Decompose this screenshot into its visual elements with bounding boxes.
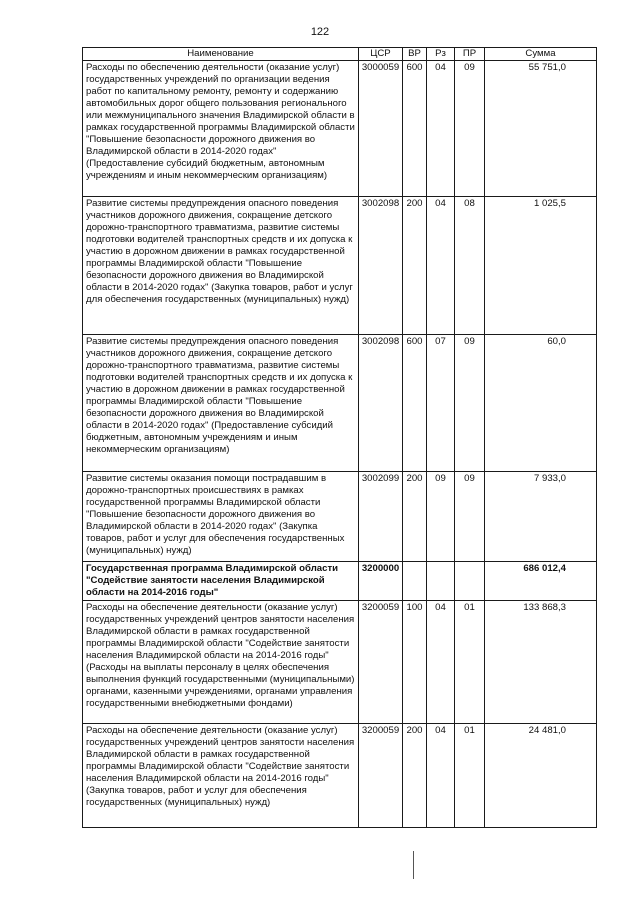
- table-row-program: [83, 562, 597, 601]
- row-name: Расходы на обеспечение деятельности (оказание услуг) государственных учреждений центров занятости населения Владимирской области в рамках государственной программы Владимирской области "Содействие занятости населения Владимирской области на 2014-2016 годы" (Закупка товаров, работ и услуг для обеспечения государственных (муниципальных) нужд): [83, 724, 359, 828]
- row-sum: 133 868,3: [485, 601, 597, 724]
- row-vr: 600: [403, 61, 427, 197]
- page-number: 122: [310, 26, 330, 38]
- header-name: Наименование: [83, 48, 359, 61]
- row-sum: 7 933,0: [485, 472, 597, 562]
- table-row: [83, 472, 597, 562]
- table-row: [83, 724, 597, 828]
- row-name: Развитие системы предупреждения опасного поведения участников дорожного движения, сокращение детского дорожно-транспортного травматизма, развитие системы подготовки водителей транспортных средств и их допуска к участию в дорожном движении в рамках государственной программы Владимирской области "Повышение безопасности дорожного движения во Владимирской области в 2014-2020 годах" (Закупка товаров, работ и услуг для обеспечения государственных (муниципальных) нужд): [83, 197, 359, 335]
- row-vr: 600: [403, 335, 427, 472]
- row-name: Государственная программа Владимирской области "Содействие занятости населения Владимирской области на 2014-2016 годы": [83, 562, 359, 601]
- row-vr: [403, 562, 427, 601]
- row-pr: 09: [455, 472, 485, 562]
- row-name: Развитие системы предупреждения опасного поведения участников дорожного движения, сокращение детского дорожно-транспортного травматизма, развитие системы подготовки водителей транспортных средств и их допуска к участию в дорожном движении в рамках государственной программы Владимирской области "Повышение безопасности дорожного движения во Владимирской области в 2014-2020 годах" (Предоставление субсидий бюджетным, автономным учреждениям и иным некоммерческим организациям): [83, 335, 359, 472]
- row-csr: 3000059: [359, 61, 403, 197]
- header-pr: ПР: [455, 48, 485, 61]
- row-rz: 09: [427, 472, 455, 562]
- row-csr: 3200059: [359, 601, 403, 724]
- row-sum: 60,0: [485, 335, 597, 472]
- header-csr: ЦСР: [359, 48, 403, 61]
- row-name: Расходы по обеспечению деятельности (оказание услуг) государственных учреждений по организации ведения работ по капитальному ремонту, ремонту и содержанию автомобильных дорог общего пользования регионального или межмуниципального значения Владимирской области в рамках государственной программы Владимирской области "Повышение безопасности дорожного движения во Владимирской области в 2014-2020 годах" (Предоставление субсидий бюджетным, автономным учреждениям и иным некоммерческим организациям): [83, 61, 359, 197]
- row-csr: 3002098: [359, 197, 403, 335]
- header-vr: ВР: [403, 48, 427, 61]
- row-sum: 1 025,5: [485, 197, 597, 335]
- row-vr: 200: [403, 724, 427, 828]
- row-sum: 24 481,0: [485, 724, 597, 828]
- row-pr: [455, 562, 485, 601]
- row-csr: 3002099: [359, 472, 403, 562]
- row-pr: 09: [455, 61, 485, 197]
- row-rz: 04: [427, 601, 455, 724]
- column-line-stub: [413, 851, 414, 879]
- row-rz: 04: [427, 197, 455, 335]
- header-rz: Рз: [427, 48, 455, 61]
- row-pr: 01: [455, 601, 485, 724]
- row-rz: 04: [427, 61, 455, 197]
- row-vr: 200: [403, 472, 427, 562]
- row-rz: [427, 562, 455, 601]
- row-name: Расходы на обеспечение деятельности (оказание услуг) государственных учреждений центров занятости населения Владимирской области в рамках государственной программы Владимирской области "Содействие занятости населения Владимирской области на 2014-2016 годы" (Расходы на выплаты персоналу в целях обеспечения выполнения функций государственными (муниципальными) органами, казенными учреждениями, органами управления государственными внебюджетными фондами): [83, 601, 359, 724]
- row-pr: 08: [455, 197, 485, 335]
- header-sum: Сумма: [485, 48, 597, 61]
- table-row: [83, 61, 597, 197]
- budget-table: [82, 47, 597, 828]
- row-name: Развитие системы оказания помощи пострадавшим в дорожно-транспортных происшествиях в рамках государственной программы Владимирской области "Повышение безопасности дорожного движения во Владимирской области в 2014-2020 годах" (Закупка товаров, работ и услуг для обеспечения государственных (муниципальных) нужд): [83, 472, 359, 562]
- row-csr: 3002098: [359, 335, 403, 472]
- row-pr: 09: [455, 335, 485, 472]
- row-sum: 55 751,0: [485, 61, 597, 197]
- row-csr: 3200000: [359, 562, 403, 601]
- table-row: [83, 197, 597, 335]
- table-row: [83, 601, 597, 724]
- table-header-row: [83, 48, 597, 61]
- row-csr: 3200059: [359, 724, 403, 828]
- row-vr: 200: [403, 197, 427, 335]
- row-rz: 04: [427, 724, 455, 828]
- row-vr: 100: [403, 601, 427, 724]
- row-rz: 07: [427, 335, 455, 472]
- row-pr: 01: [455, 724, 485, 828]
- table-row: [83, 335, 597, 472]
- row-sum: 686 012,4: [485, 562, 597, 601]
